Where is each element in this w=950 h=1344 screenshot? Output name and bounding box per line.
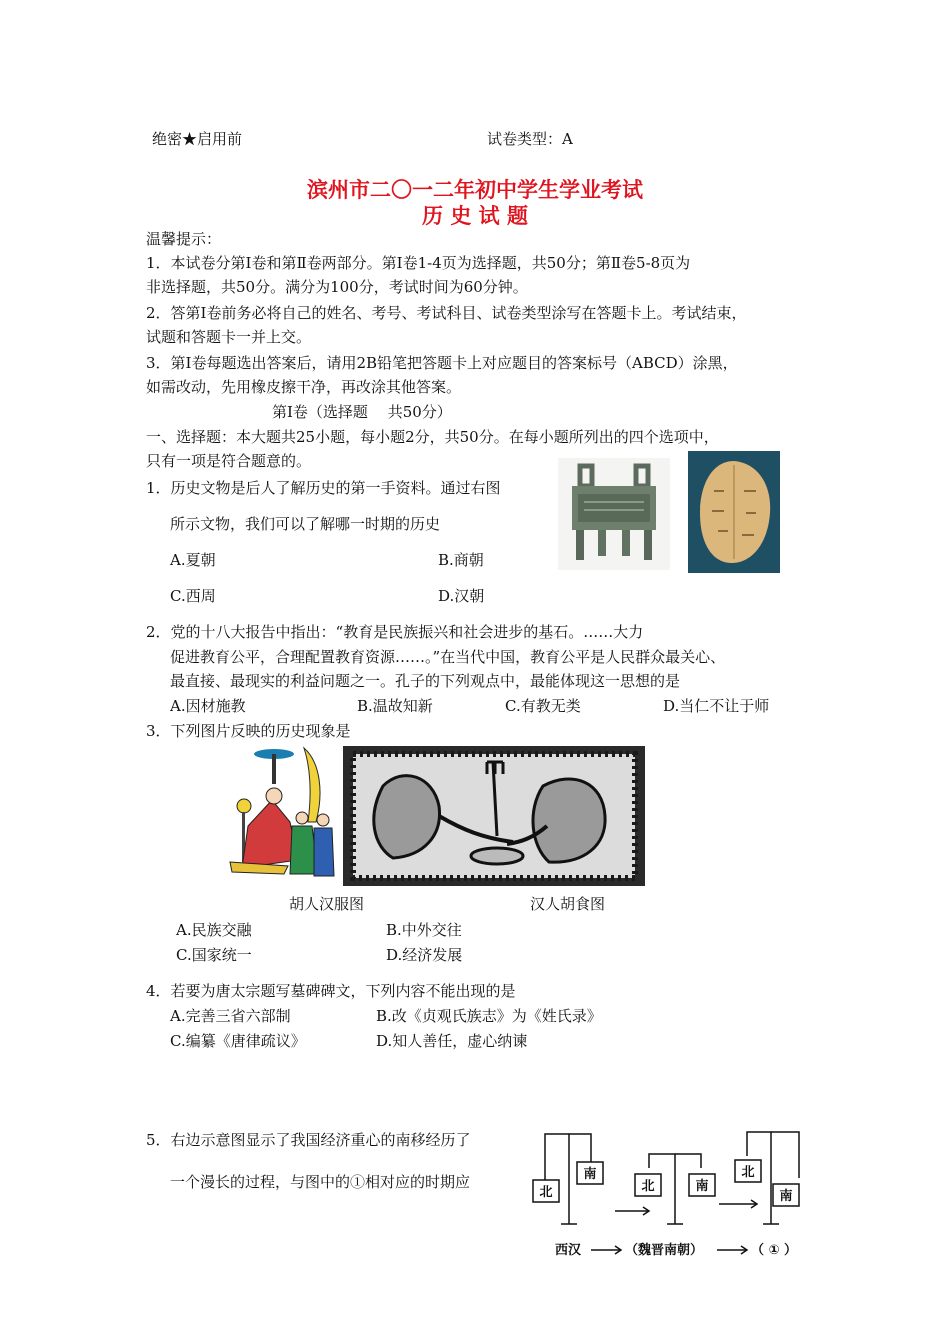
south-label-1: 南 bbox=[583, 1167, 597, 1182]
q5-stem-cont: 一个漫长的过程，与图中的①相对应的时期应 bbox=[170, 1173, 471, 1191]
han-eating-hu-food-image bbox=[343, 746, 645, 886]
q2-option-b: B.温故知新 bbox=[357, 697, 433, 715]
q2-stem-cont2: 最直接、最现实的利益问题之一。孔子的下列观点中，最能体现这一思想的是 bbox=[170, 672, 681, 690]
q5-stem: 5．右边示意图显示了我国经济重心的南移经历了 bbox=[146, 1131, 471, 1149]
q3-option-b: B.中外交往 bbox=[386, 921, 462, 939]
q1-option-a: A.夏朝 bbox=[170, 551, 216, 569]
south-label-3: 南 bbox=[779, 1189, 793, 1204]
q2-stem: 2．党的十八大报告中指出：“教育是民族振兴和社会进步的基石。……大力 bbox=[146, 623, 644, 641]
q1-option-b: B.商朝 bbox=[438, 551, 484, 569]
q2-option-c: C.有教无类 bbox=[505, 697, 581, 715]
section-intro-cont: 只有一项是符合题意的。 bbox=[146, 452, 312, 470]
q1-stem: 1．历史文物是后人了解历史的第一手资料。通过右图 bbox=[146, 479, 501, 497]
q3-option-a: A.民族交融 bbox=[176, 921, 252, 939]
q3-option-c: C.国家统一 bbox=[176, 946, 252, 964]
tip-3: 3．第Ⅰ卷每题选出答案后，请用2B铅笔把答题卡上对应题目的答案标号（ABCD）涂黑， bbox=[146, 354, 738, 372]
q4-stem: 4．若要为唐太宗题写墓碑碑文，下列内容不能出现的是 bbox=[146, 982, 516, 1000]
q3-caption-1: 胡人汉服图 bbox=[289, 895, 365, 913]
q4-option-b: B.改《贞观氏族志》为《姓氏录》 bbox=[376, 1007, 602, 1025]
north-label-2: 北 bbox=[641, 1179, 655, 1194]
hu-in-han-clothes-image bbox=[228, 742, 346, 888]
q2-stem-cont: 促进教育公平，合理配置教育资源……。”在当代中国，教育公平是人民群众最关心、 bbox=[170, 648, 726, 666]
north-label-1: 北 bbox=[539, 1185, 553, 1200]
economic-center-diagram bbox=[525, 1118, 825, 1264]
tip-1-cont: 非选择题，共50分。满分为100分，考试时间为60分钟。 bbox=[146, 278, 528, 296]
bronze-ding-image bbox=[558, 458, 670, 570]
q4-option-c: C.编纂《唐律疏议》 bbox=[170, 1032, 306, 1050]
q2-option-d: D.当仁不让于师 bbox=[663, 697, 770, 715]
tip-2: 2．答第Ⅰ卷前务必将自己的姓名、考号、考试科目、试卷类型涂写在答题卡上。考试结束， bbox=[146, 304, 747, 322]
paper-type: 试卷类型：A bbox=[487, 130, 573, 148]
south-label-2: 南 bbox=[695, 1179, 709, 1194]
confidential-mark: 绝密★启用前 bbox=[152, 130, 243, 148]
tip-1: 1．本试卷分第Ⅰ卷和第Ⅱ卷两部分。第Ⅰ卷1-4页为选择题，共50分；第Ⅱ卷5-8页为 bbox=[146, 254, 691, 272]
q3-stem: 3．下列图片反映的历史现象是 bbox=[146, 722, 351, 740]
q2-option-a: A.因材施教 bbox=[170, 697, 246, 715]
q1-stem-cont: 所示文物，我们可以了解哪一时期的历史 bbox=[170, 515, 441, 533]
section-intro: 一、选择题：本大题共25小题，每小题2分，共50分。在每小题所列出的四个选项中， bbox=[146, 428, 719, 446]
tip-2-cont: 试题和答题卡一并上交。 bbox=[146, 328, 312, 346]
section-title: 第Ⅰ卷（选择题 共50分） bbox=[272, 403, 452, 421]
period-blank: （ ① ） bbox=[751, 1243, 798, 1258]
q4-option-d: D.知人善任，虚心纳谏 bbox=[376, 1032, 528, 1050]
tips-heading: 温馨提示： bbox=[146, 230, 222, 248]
exam-title: 滨州市二〇一二年初中学生学业考试 bbox=[307, 177, 643, 202]
q1-option-c: C.西周 bbox=[170, 587, 216, 605]
oracle-bone-image bbox=[688, 451, 780, 573]
period-wei-jin: （魏晋南朝） bbox=[625, 1243, 704, 1258]
tip-3-cont: 如需改动，先用橡皮擦干净，再改涂其他答案。 bbox=[146, 378, 462, 396]
subject-title: 历 史 试 题 bbox=[422, 203, 528, 228]
q3-caption-2: 汉人胡食图 bbox=[530, 895, 606, 913]
north-label-3: 北 bbox=[741, 1165, 755, 1180]
period-western-han: 西汉 bbox=[555, 1243, 582, 1258]
q3-option-d: D.经济发展 bbox=[386, 946, 463, 964]
q1-option-d: D.汉朝 bbox=[438, 587, 485, 605]
q4-option-a: A.完善三省六部制 bbox=[170, 1007, 291, 1025]
